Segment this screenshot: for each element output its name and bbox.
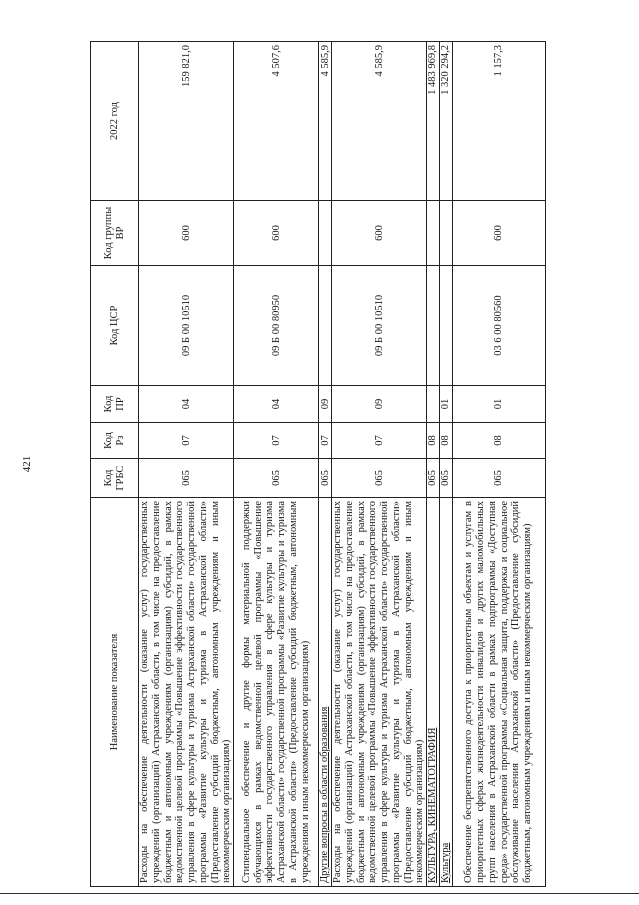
budget-table — [90, 41, 546, 887]
row-grbs: 065 — [332, 459, 427, 498]
header-csr: Код ЦСР — [91, 266, 139, 386]
row-csr: 09 Б 00 80950 — [234, 266, 319, 386]
row-name: Культура — [439, 498, 452, 887]
row-grbs: 065 — [427, 459, 440, 498]
row-year-value: 159 821,0 — [139, 42, 234, 201]
header-row — [91, 42, 139, 887]
row-csr — [427, 266, 440, 386]
row-rz: 07 — [332, 423, 427, 459]
header-grbs: Код ГРБС — [91, 459, 139, 498]
row-vr: 600 — [452, 201, 545, 266]
row-grbs: 065 — [319, 459, 332, 498]
row-name: Другие вопросы в области образования — [319, 498, 332, 887]
row-pr: 09 — [332, 386, 427, 423]
row-csr — [439, 266, 452, 386]
row-vr — [439, 201, 452, 266]
row-name: КУЛЬТУРА, КИНЕМАТОГРАФИЯ — [427, 498, 440, 887]
row-vr — [319, 201, 332, 266]
row-rz: 08 — [452, 423, 545, 459]
header-name: Наименование показателя — [91, 498, 139, 887]
row-rz: 07 — [234, 423, 319, 459]
rotated-document-table — [90, 42, 533, 887]
header-year: 2022 год — [91, 42, 139, 201]
row-pr: 04 — [139, 386, 234, 423]
row-year-value: 1 157,3 — [452, 42, 545, 201]
row-rz: 07 — [319, 423, 332, 459]
bottom-rule — [0, 893, 639, 894]
page-number: 421 — [21, 455, 33, 473]
table-row — [427, 42, 440, 887]
table-row — [439, 42, 452, 887]
row-csr: 09 Б 00 10510 — [332, 266, 427, 386]
row-year-value: 4 585,9 — [332, 42, 427, 201]
row-csr — [319, 266, 332, 386]
table-row — [452, 42, 545, 887]
row-year-value: 1 320 294,2 — [439, 42, 452, 201]
table-row — [332, 42, 427, 887]
row-grbs: 065 — [452, 459, 545, 498]
table-row — [139, 42, 234, 887]
row-grbs: 065 — [439, 459, 452, 498]
row-vr — [427, 201, 440, 266]
row-pr: 01 — [452, 386, 545, 423]
row-year-value: 1 483 969,8 — [427, 42, 440, 201]
row-pr: 04 — [234, 386, 319, 423]
row-year-value: 4 585,9 — [319, 42, 332, 201]
row-name: Расходы на обеспечение деятельности (оказание услуг) государственных учреждений (организаций) Астраханской области, в том числе на предоставление бюджетным и автономным учреждениям (организациям) субсидий, в рамках ведомственной целевой программы «Повышение эффективности государственного управления в сфере культуры и туризма Астраханской области» государственной программы «Развитие культуры и туризма в Астраханской области» (Предоставление субсидий бюджетным, автономным учреждениям и иным некоммерческим организациям) — [332, 498, 427, 887]
header-pr: Код ПР — [91, 386, 139, 423]
row-name: Расходы на обеспечение деятельности (оказание услуг) государственных учреждений (организаций) Астраханской области, в том числе на предоставление бюджетным и автономным учреждениям (организациям) субсидий, в рамках ведомственной целевой программы «Повышение эффективности государственного управления в сфере культуры и туризма Астраханской области» государственной программы «Развитие культуры и туризма в Астраханской области» (Предоставление субсидий бюджетным, автономным учреждениям и иным некоммерческим организациям) — [139, 498, 234, 887]
row-grbs: 065 — [234, 459, 319, 498]
row-csr: 03 6 00 80560 — [452, 266, 545, 386]
header-vr: Код группы ВР — [91, 201, 139, 266]
header-rz: Код Рз — [91, 423, 139, 459]
row-year-value: 4 507,6 — [234, 42, 319, 201]
row-name: Обеспечение беспрепятственного доступа к приоритетным объектам и услугам в приоритетных сферах жизнедеятельности инвалидов и других маломобильных групп населения в Астраханской области в рамках подпрограммы «Доступная среда» государственной программы «Социальная защита, поддержка и социальное обслуживание населения Астраханской области» (Предоставление субсидий бюджетным, автономным учреждениям и иным некоммерческим организациям) — [452, 498, 545, 887]
row-rz: 08 — [439, 423, 452, 459]
row-pr: 01 — [439, 386, 452, 423]
table-row — [234, 42, 319, 887]
row-vr: 600 — [332, 201, 427, 266]
row-name: Стипендиальное обеспечение и другие формы материальной поддержки обучающихся в рамках ведомственной целевой программы «Повышение эффективности государственного управления в сфере культуры и туризма Астраханской области» государственной программы «Развитие культуры и туризма в Астраханской области» (Предоставление субсидий бюджетным, автономным учреждениям и иным некоммерческим организациям) — [234, 498, 319, 887]
row-vr: 600 — [139, 201, 234, 266]
row-pr: 09 — [319, 386, 332, 423]
table-row — [319, 42, 332, 887]
row-pr — [427, 386, 440, 423]
row-grbs: 065 — [139, 459, 234, 498]
row-rz: 08 — [427, 423, 440, 459]
row-csr: 09 Б 00 10510 — [139, 266, 234, 386]
row-vr: 600 — [234, 201, 319, 266]
row-rz: 07 — [139, 423, 234, 459]
